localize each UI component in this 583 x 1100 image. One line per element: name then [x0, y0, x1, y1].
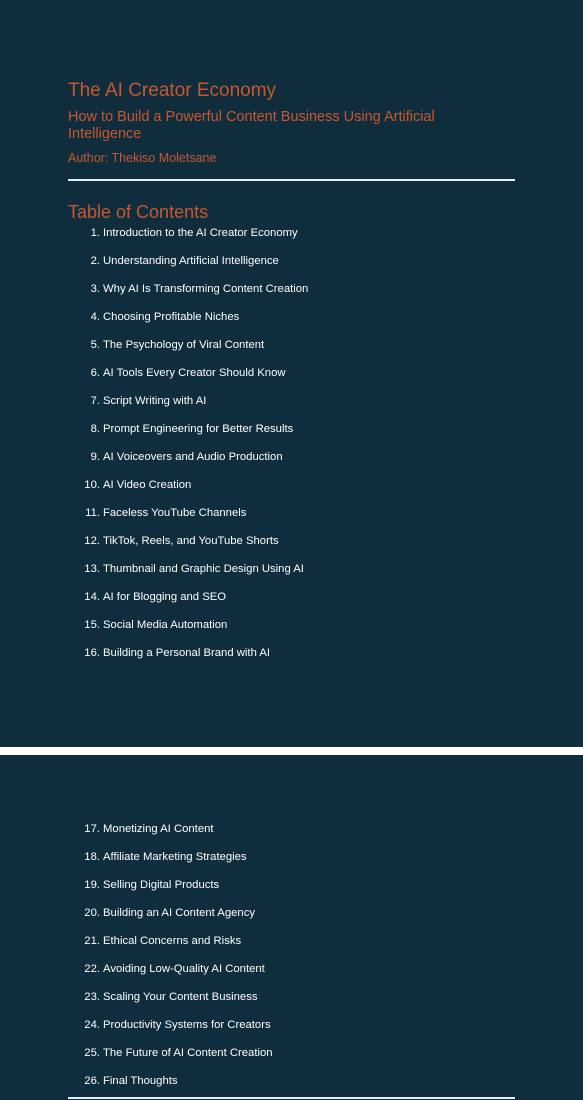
toc-item-number: 19.: [84, 879, 100, 891]
toc-item-number: 5.: [90, 339, 100, 351]
toc-item-title: Selling Digital Products: [103, 879, 220, 891]
toc-item-title: AI for Blogging and SEO: [103, 591, 227, 603]
toc-item-number: 17.: [84, 823, 100, 835]
toc-item-number: 9.: [90, 451, 100, 463]
toc-item-title: Introduction to the AI Creator Economy: [103, 227, 298, 239]
toc-item-number: 21.: [84, 935, 100, 947]
toc-item-title: Why AI Is Transforming Content Creation: [103, 283, 309, 295]
toc-item-title: The Psychology of Viral Content: [103, 339, 265, 351]
toc-item-title: Choosing Profitable Niches: [103, 311, 240, 323]
toc-item-number: 10.: [84, 479, 100, 491]
toc-item-number: 13.: [84, 563, 100, 575]
toc-item-number: 1.: [90, 227, 100, 239]
toc-item-title: Scaling Your Content Business: [103, 991, 258, 1003]
toc-item-number: 26.: [84, 1075, 100, 1087]
toc-heading: Table of Contents: [68, 202, 209, 222]
toc-item-title: The Future of AI Content Creation: [103, 1047, 273, 1059]
toc-item-title: Faceless YouTube Channels: [103, 507, 247, 519]
toc-item-title: Prompt Engineering for Better Results: [103, 423, 294, 435]
toc-item-title: Final Thoughts: [103, 1075, 178, 1087]
toc-item-title: Script Writing with AI: [103, 395, 207, 407]
toc-item-number: 22.: [84, 963, 100, 975]
toc-item-number: 4.: [90, 311, 100, 323]
toc-item-number: 3.: [90, 283, 100, 295]
toc-item-number: 6.: [90, 367, 100, 379]
toc-item-number: 15.: [84, 619, 100, 631]
toc-item-title: Affiliate Marketing Strategies: [103, 851, 247, 863]
toc-item-title: Building an AI Content Agency: [103, 907, 255, 919]
document-title: The AI Creator Economy: [68, 80, 277, 101]
toc-item-title: Avoiding Low-Quality AI Content: [103, 963, 265, 975]
toc-item-number: 7.: [90, 395, 100, 407]
toc-item-number: 11.: [85, 507, 100, 519]
toc-item-title: Understanding Artificial Intelligence: [103, 255, 279, 267]
title-divider: [68, 179, 515, 181]
page-separator: [0, 747, 583, 755]
toc-item-number: 16.: [84, 647, 100, 659]
toc-item-number: 24.: [84, 1019, 100, 1031]
document-author: Author: Thekiso Moletsane: [68, 151, 217, 165]
document-subtitle: How to Build a Powerful Content Business Using Artificial Intelligence: [68, 109, 435, 142]
toc-item-title: AI Tools Every Creator Should Know: [103, 367, 286, 379]
toc-item-title: AI Voiceovers and Audio Production: [103, 451, 283, 463]
toc-item-title: Ethical Concerns and Risks: [103, 935, 242, 947]
toc-item-number: 8.: [90, 423, 100, 435]
toc-item-title: Social Media Automation: [103, 619, 228, 631]
page-bottom-divider: [68, 1097, 515, 1099]
toc-item-number: 18.: [84, 851, 100, 863]
toc-item-number: 14.: [84, 591, 100, 603]
toc-item-number: 25.: [84, 1047, 100, 1059]
toc-item-number: 2.: [90, 255, 100, 267]
toc-item-title: AI Video Creation: [103, 479, 192, 491]
toc-item-number: 20.: [84, 907, 100, 919]
toc-item-title: Productivity Systems for Creators: [103, 1019, 271, 1031]
toc-item-title: Building a Personal Brand with AI: [103, 647, 271, 659]
toc-item-title: TikTok, Reels, and YouTube Shorts: [103, 535, 279, 547]
toc-item-number: 23.: [84, 991, 100, 1003]
toc-item-title: Monetizing AI Content: [103, 823, 214, 835]
toc-item-number: 12.: [84, 535, 100, 547]
toc-item-title: Thumbnail and Graphic Design Using AI: [103, 563, 304, 575]
